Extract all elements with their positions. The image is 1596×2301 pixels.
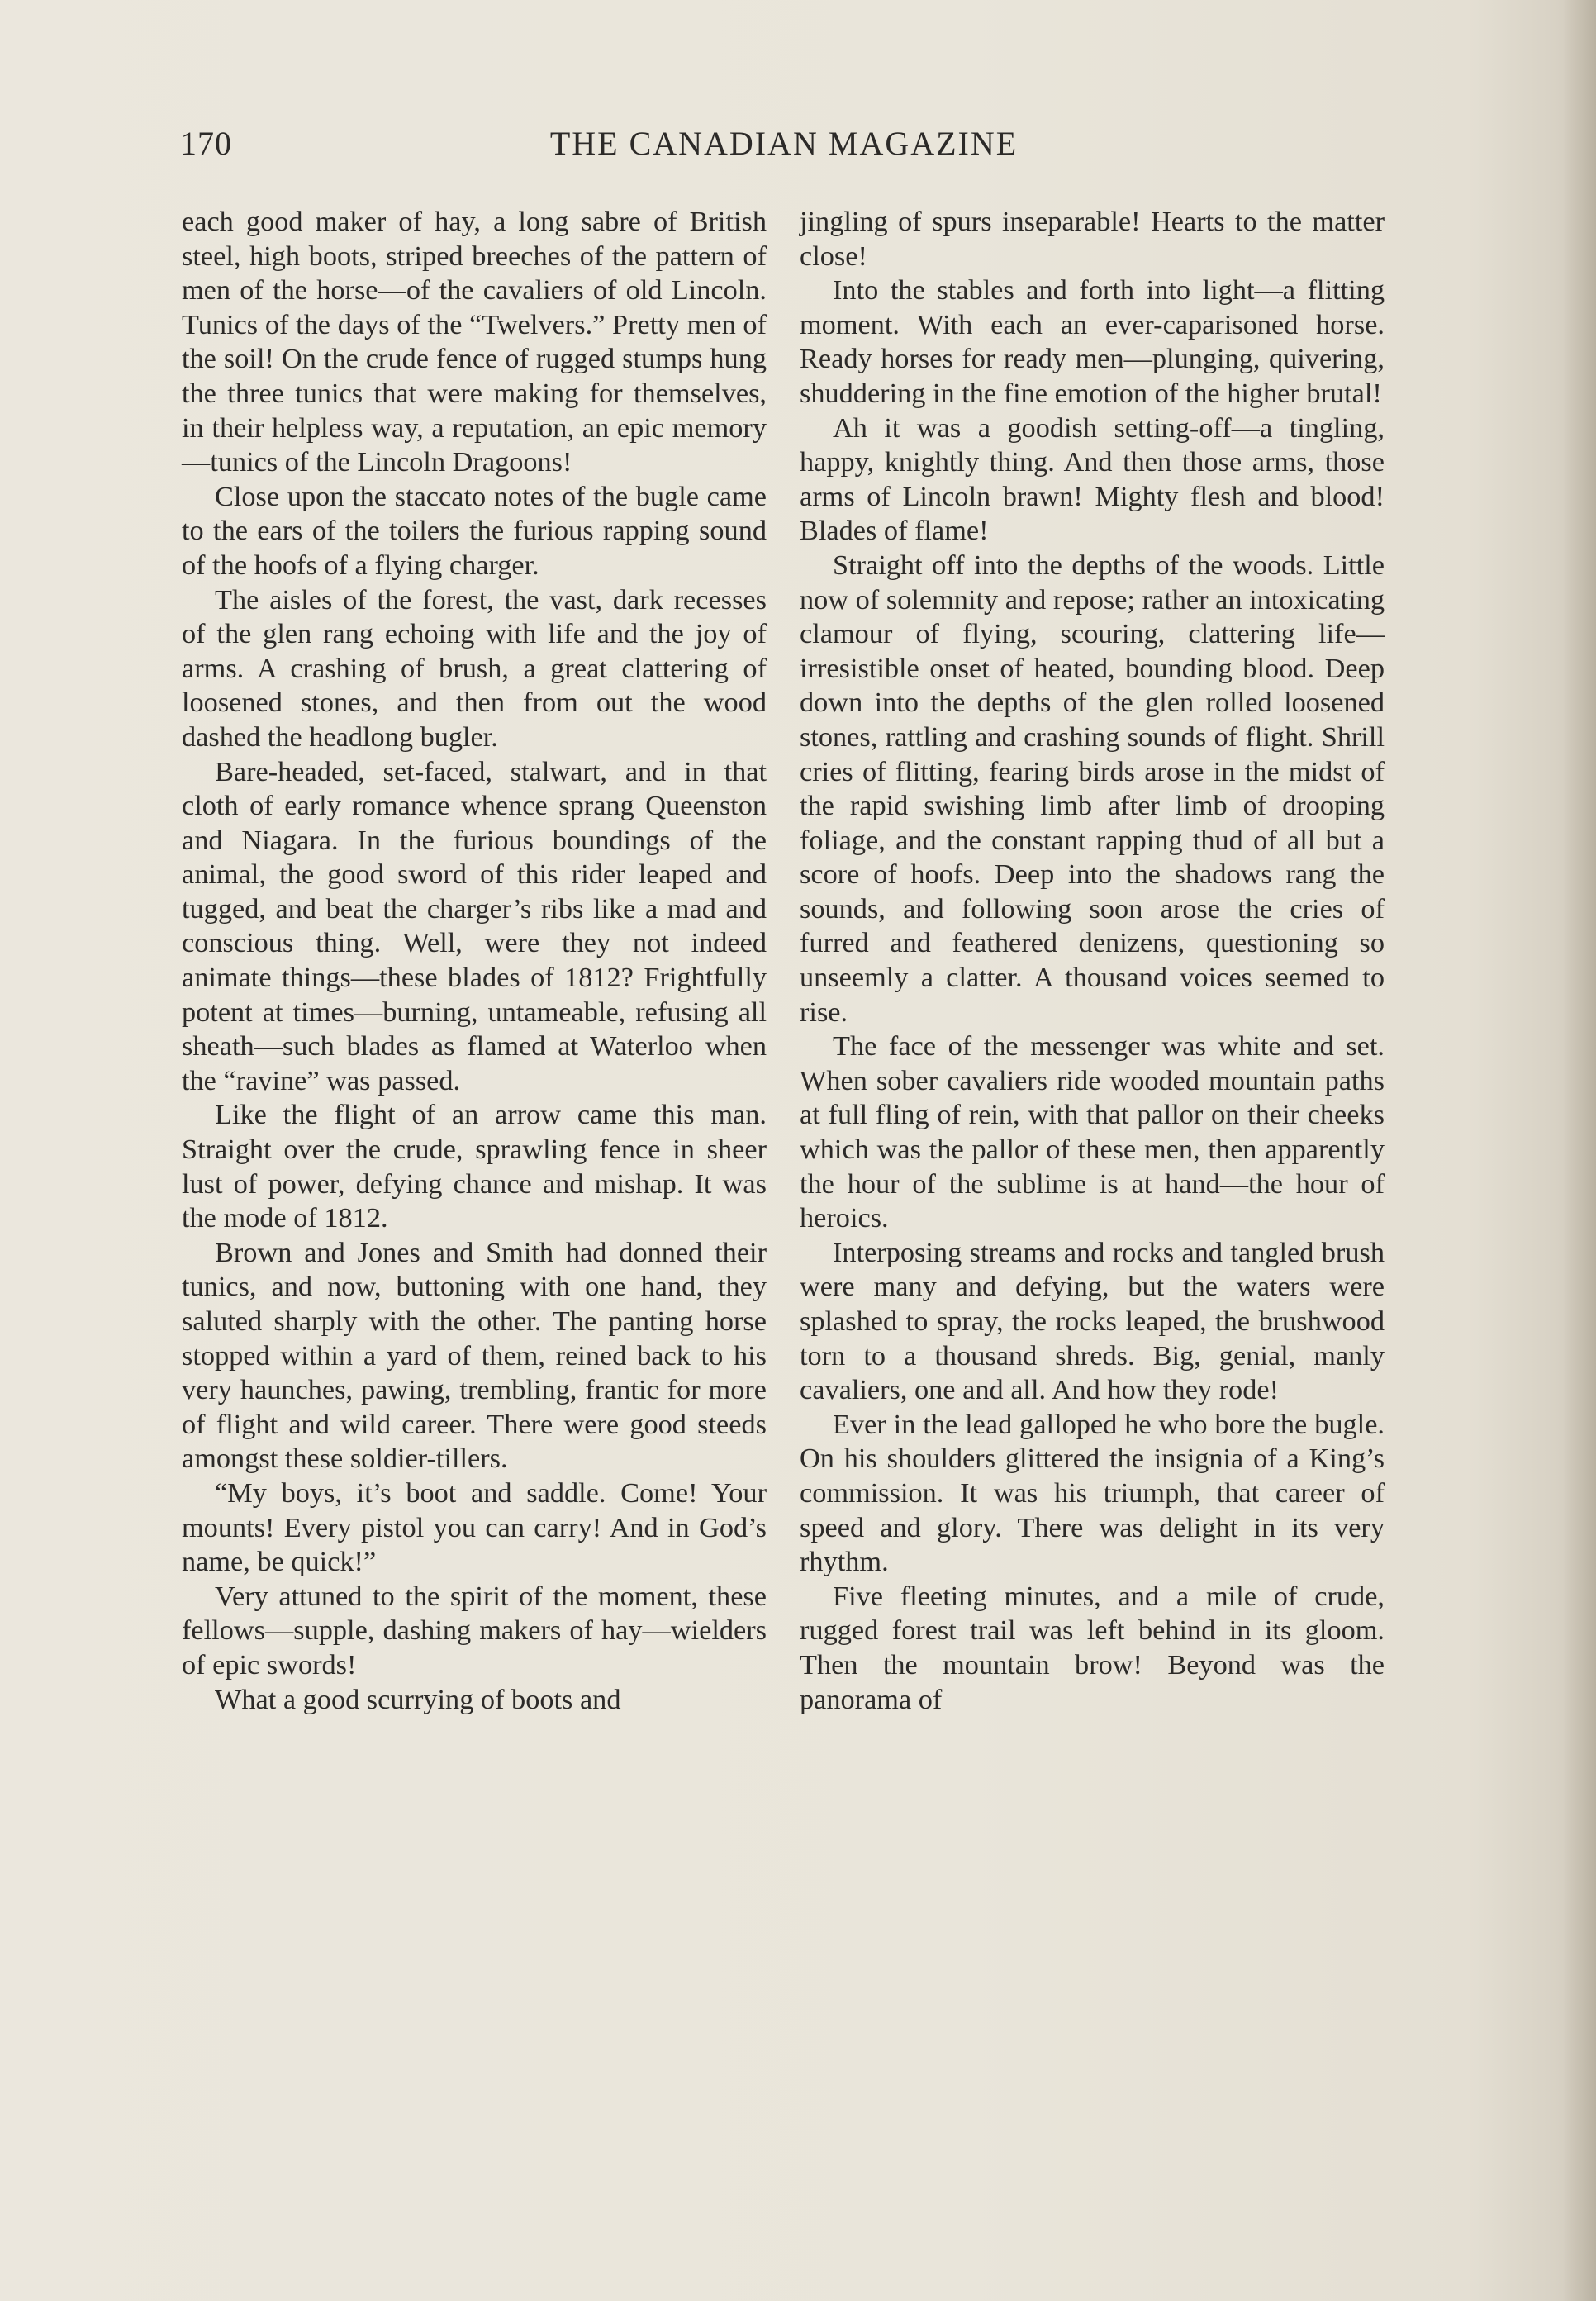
paragraph: Ever in the lead galloped he who bore the bugle. On his shoulders glittered the insignia of a King’s commission. It was his triumph, that career of speed and glory. There was delight in its very rhythm. — [800, 1408, 1385, 1578]
page-number: 170 — [180, 125, 232, 162]
page-edge-shadow — [1563, 0, 1596, 2301]
paragraph: What a good scurrying of boots and — [215, 1683, 621, 1715]
paragraph: Interposing streams and rocks and tangled brush were many and defying, but the waters were splashed to spray, the rocks leaped, the brushwood torn to a thousand shreds. Big, genial, manly cavaliers, one and all. And how they rode! — [800, 1236, 1385, 1406]
paragraph: jingling of spurs inseparable! Hearts to the matter close! — [800, 206, 1385, 272]
paragraph: Like the flight of an arrow came this man. Straight over the crude, sprawling fence in sheer lust of power, defying chance and mishap. It was the mode of 1812. — [182, 1099, 767, 1234]
paragraph: Straight off into the depths of the woods. Little now of solemnity and repose; rather an intoxicating clamour of flying, scouring, clattering life—irresistible onset of heated, bounding blood. Deep down into the depths of the glen rolled loosened stones, rattling and crashing sounds of flight. Shrill cries of flitting, fearing birds arose in the midst of the rapid swishing limb after limb of drooping foliage, and the constant rapping thud of all but a score of hoofs. Deep into the shadows rang the sounds, and following soon arose the cries of furred and feathered denizens, questioning so unseemly a clatter. A thousand voices seemed to rise. — [800, 549, 1385, 1028]
paragraph: Bare-headed, set-faced, stalwart, and in that cloth of early romance whence sprang Queenston and Niagara. In the furious boundings of the animal, the good sword of this rider leaped and tugged, and beat the charger’s ribs like a mad and conscious thing. Well, were they not indeed animate things—these blades of 1812? Frightfully potent at times—burning, untameable, refusing all sheath—such blades as flamed at Waterloo when the “ravine” was passed. — [182, 755, 767, 1096]
page-header — [180, 124, 1388, 174]
paragraph: Very attuned to the spirit of the moment, these fellows—supple, dashing makers of hay—wielders of epic swords! — [182, 1580, 767, 1681]
paragraph: Brown and Jones and Smith had donned their tunics, and now, buttoning with one hand, they saluted sharply with the other. The panting horse stopped within a yard of them, reined back to his very haunches, pawing, trembling, frantic for more of flight and wild career. There were good steeds amongst these soldier-tillers. — [182, 1236, 767, 1475]
paragraph: The aisles of the forest, the vast, dark recesses of the glen rang echoing with life and the joy of arms. A crashing of brush, a great clattering of loosened stones, and then from out the wood dashed the headlong bugler. — [182, 583, 767, 753]
paragraph: Into the stables and forth into light—a flitting moment. With each an ever-caparisoned horse. Ready horses for ready men—plunging, quivering, shuddering in the fine emotion of the higher brutal! — [800, 274, 1385, 409]
paragraph: “My boys, it’s boot and saddle. Come! Your mounts! Every pistol you can carry! And in God’s name, be quick!” — [182, 1476, 767, 1578]
left-column — [182, 205, 767, 1717]
paragraph: Ah it was a goodish setting-off—a tingling, happy, knightly thing. And then those arms, those arms of Lincoln brawn! Mighty flesh and blood! Blades of flame! — [800, 411, 1385, 547]
paragraph: The face of the messenger was white and set. When sober cavaliers ride wooded mountain paths at full fling of rein, with that pallor on their cheeks which was the pallor of these men, then apparently the hour of the sublime is at hand—the hour of heroics. — [800, 1030, 1385, 1234]
running-title: THE CANADIAN MAGAZINE — [549, 125, 1019, 162]
paragraph: Five fleeting minutes, and a mile of crude, rugged forest trail was left behind in its gloom. Then the mountain brow! Beyond was the panorama of — [800, 1580, 1385, 1715]
paragraph: Close upon the staccato notes of the bugle came to the ears of the toilers the furious rapping sound of the hoofs of a flying charger. — [182, 480, 767, 581]
paragraph: each good maker of hay, a long sabre of British steel, high boots, striped breeches of the pattern of men of the horse—of the cavaliers of old Lincoln. Tunics of the days of the “Twelvers.” Pretty men of the soil! On the crude fence of rugged stumps hung the three tunics that were making for themselves, in their helpless way, a reputation, an epic memory—tunics of the Lincoln Dragoons! — [182, 206, 767, 478]
right-column — [800, 205, 1385, 1717]
